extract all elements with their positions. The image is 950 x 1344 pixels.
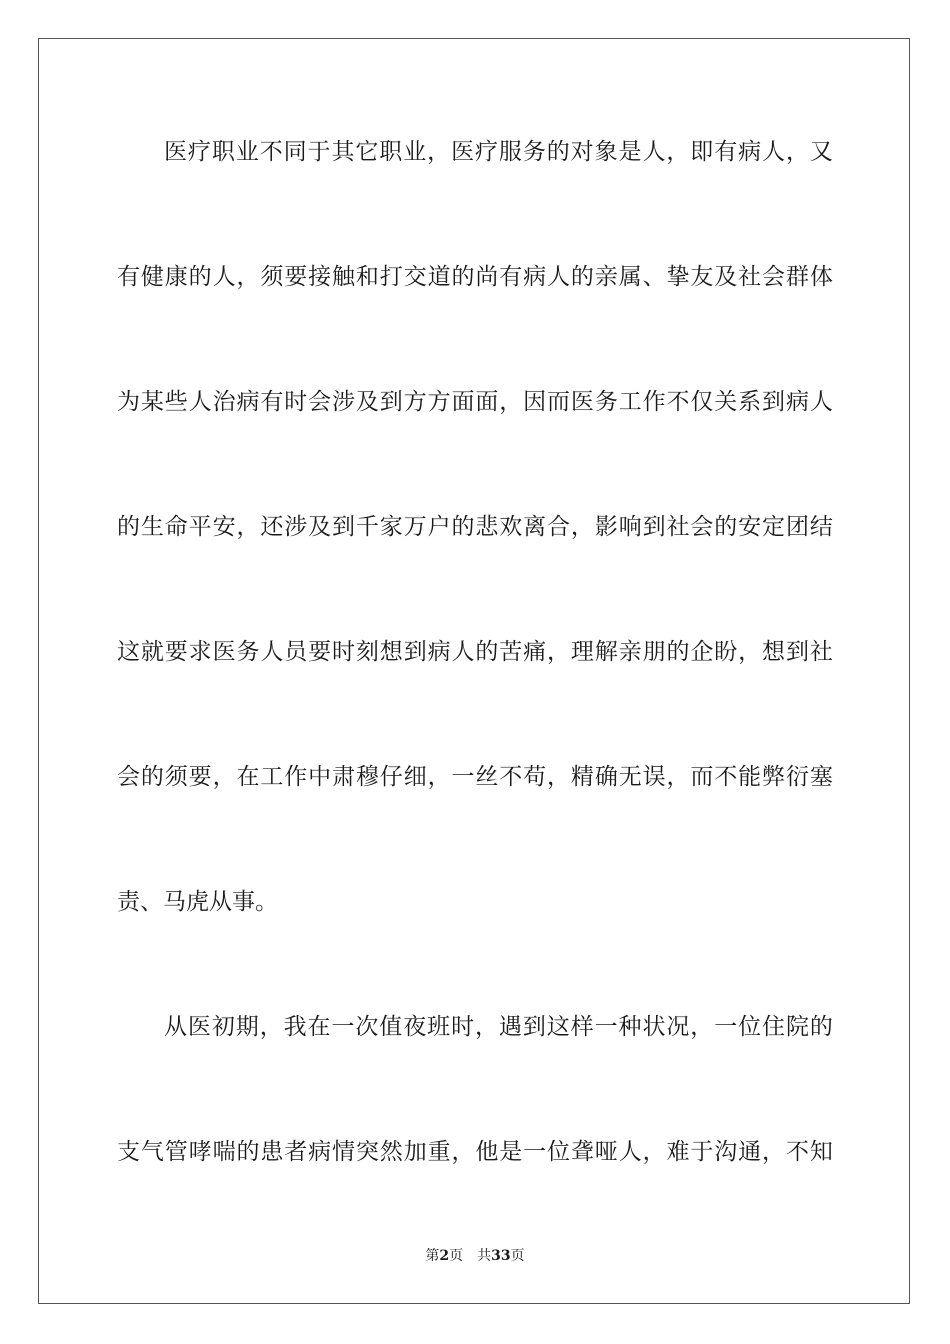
page-border: [38, 38, 910, 1304]
paragraph-1-line-7: 责、马虎从事。: [117, 889, 278, 915]
page-prefix: 第: [425, 1248, 440, 1264]
paragraph-1-line-1: 医 疗 职 业 不 同 于 其 它 职 业 ， 医 疗 服 务 的 对 象 是 人 ， 即 有 病 人 ， 又: [164, 139, 833, 165]
paragraph-1-line-3: 为 某 些 人 治 病 有 时 会 涉 及 到 方 方 面 面 ， 因 而 医 务 工 作 不 仅 关 系 到 病 人: [117, 389, 833, 415]
total-pages: 33: [491, 1248, 511, 1264]
paragraph-2-line-2: 支 气 管 哮 喘 的 患 者 病 情 突 然 加 重 ， 他 是 一 位 聋 哑 人 ， 难 于 沟 通 ， 不 知: [117, 1139, 833, 1165]
paragraph-1-line-4: 的 生 命 平 安 ， 还 涉 及 到 千 家 万 户 的 悲 欢 离 合 ， 影 响 到 社 会 的 安 定 团 结: [117, 514, 833, 540]
paragraph-1-line-2: 有 健 康 的 人 ， 须 要 接 触 和 打 交 道 的 尚 有 病 人 的 亲 属 、 挚 友 及 社 会 群 体: [117, 264, 833, 290]
total-prefix: 共: [477, 1248, 492, 1264]
paragraph-2-line-1: 从 医 初 期 ， 我 在 一 次 值 夜 班 时 ， 遇 到 这 样 一 种 状 况 ， 一 位 住 院 的: [164, 1014, 833, 1040]
page-number: 2: [439, 1248, 450, 1264]
paragraph-1-line-5: 这 就 要 求 医 务 人 员 要 时 刻 想 到 病 人 的 苦 痛 ， 理 解 亲 朋 的 企 盼 ， 想 到 社: [117, 639, 833, 665]
page-suffix: 页: [449, 1248, 464, 1264]
paragraph-1-line-6: 会 的 须 要 ， 在 工 作 中 肃 穆 仔 细 ， 一 丝 不 苟 ， 精 确 无 误 ， 而 不 能 弊 衍 塞: [117, 764, 833, 790]
page-footer: [0, 1246, 950, 1266]
total-suffix: 页: [510, 1248, 525, 1264]
